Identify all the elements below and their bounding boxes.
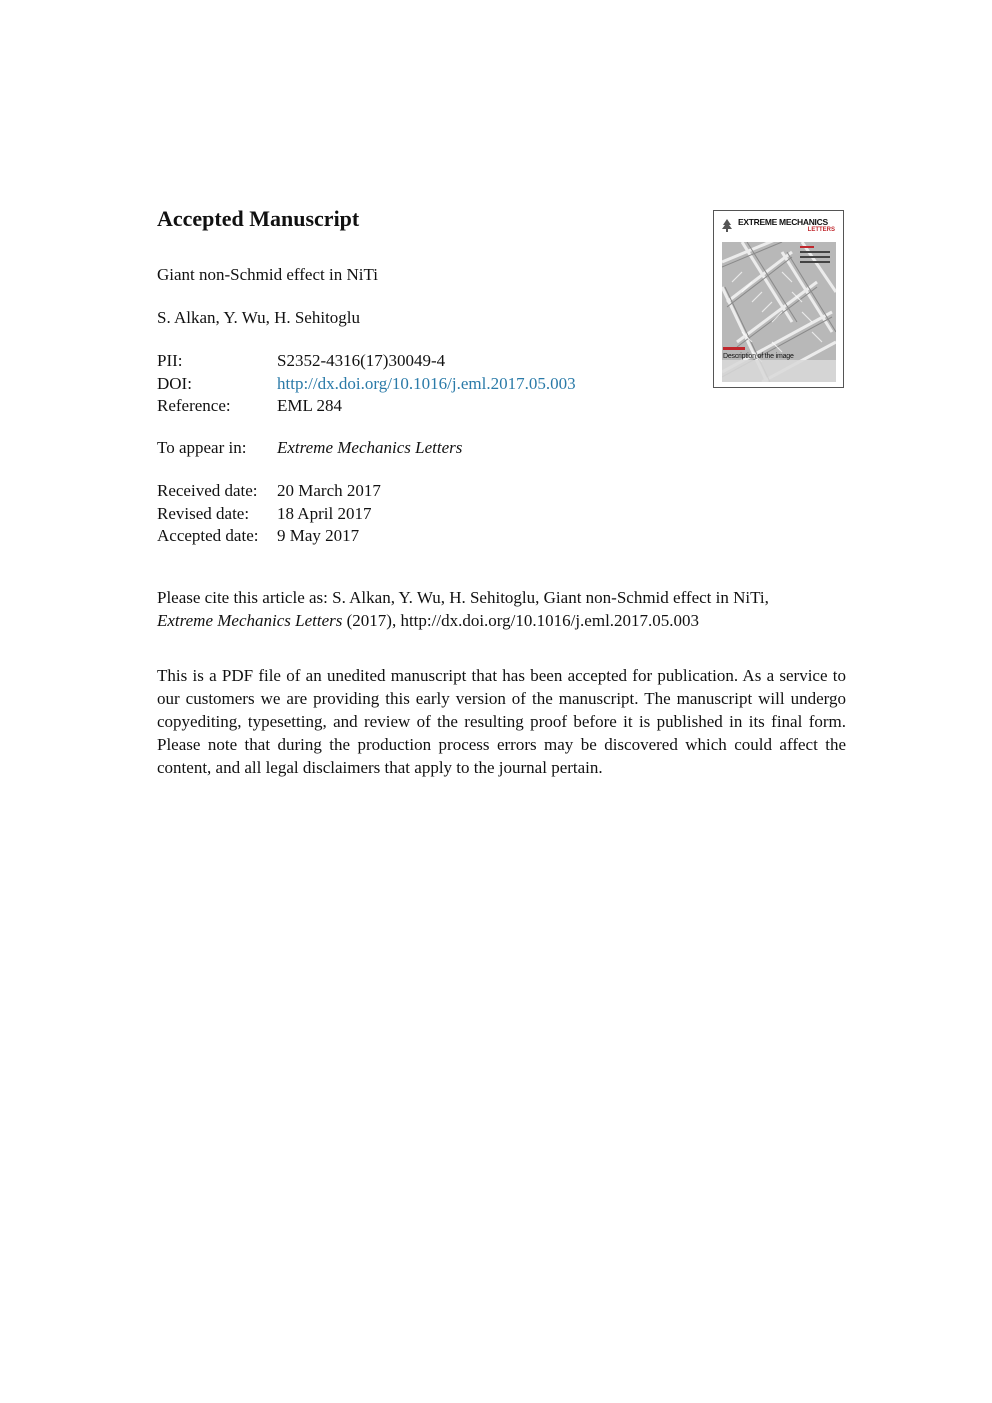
dates-block [157, 480, 381, 548]
pii-value: S2352-4316(17)30049-4 [277, 351, 446, 370]
article-authors: S. Alkan, Y. Wu, H. Sehitoglu [157, 308, 361, 327]
doi-link[interactable]: http://dx.doi.org/10.1016/j.eml.2017.05.003 [277, 373, 576, 393]
cover-red-tag [723, 347, 745, 350]
accepted-row [157, 525, 381, 548]
citation-suffix: (2017), http://dx.doi.org/10.1016/j.eml.2017.05.003 [342, 610, 700, 630]
reference-value: EML 284 [277, 396, 343, 415]
revised-value: 18 April 2017 [277, 503, 372, 523]
doi-label: DOI: [157, 373, 192, 393]
article-title: Giant non-Schmid effect in NiTi [157, 265, 378, 284]
accepted-value: 9 May 2017 [277, 526, 360, 545]
revised-label: Revised date: [157, 503, 250, 523]
doi-row [157, 373, 576, 396]
reference-label: Reference: [157, 396, 231, 415]
revised-row [157, 503, 381, 526]
cover-caption: Description of the image [723, 353, 794, 360]
appear-row [157, 437, 462, 460]
reference-row [157, 395, 576, 418]
page-title: Accepted Manuscript [157, 206, 360, 231]
received-row [157, 480, 381, 503]
appear-journal: Extreme Mechanics Letters [277, 438, 463, 457]
citation-journal: Extreme Mechanics Letters [157, 610, 343, 630]
pii-label: PII: [157, 351, 183, 370]
identifiers-block [157, 350, 576, 418]
accepted-label: Accepted date: [157, 526, 259, 545]
citation-prefix: Please cite this article as: S. Alkan, Y. Wu, H. Sehitoglu, Giant non-Schmid effect in NiTi, [157, 588, 769, 607]
pii-row [157, 350, 576, 373]
disclaimer-paragraph: This is a PDF file of an unedited manuscript that has been accepted for publication. As a service to our customers we are providing this early version of the manuscript. The manuscript will undergo copyediting, typesetting, and review of the resulting proof before it is published in its final form. Please note that during the production process errors may be discovered which could affect the content, and all legal disclaimers that apply to the journal pertain. [157, 666, 846, 777]
appear-block [157, 437, 462, 460]
journal-cover [713, 210, 844, 388]
citation-paragraph [157, 587, 847, 632]
received-value: 20 March 2017 [277, 481, 381, 500]
cover-contents-lines [800, 246, 830, 266]
appear-label: To appear in: [157, 438, 247, 457]
cover-journal-subtitle: LETTERS [807, 227, 835, 233]
cover-journal-title: EXTREME MECHANICS [738, 217, 828, 227]
received-label: Received date: [157, 481, 258, 500]
cover-image [722, 242, 836, 382]
elsevier-tree-logo-icon [720, 217, 734, 233]
